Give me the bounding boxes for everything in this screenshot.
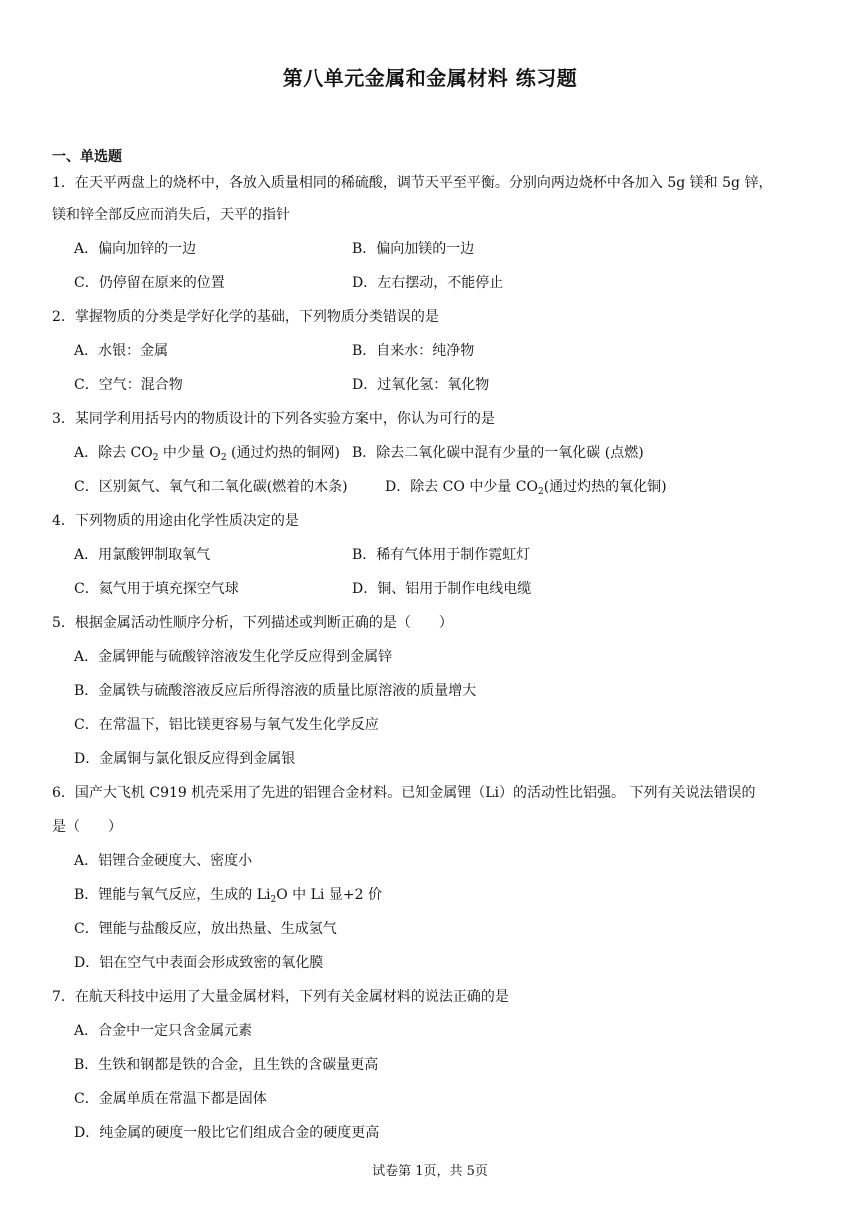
question-5-stem: 5．根据金属活动性顺序分析，下列描述或判断正确的是（ ） xyxy=(52,615,453,631)
question-4-stem: 4．下列物质的用途由化学性质决定的是 xyxy=(52,513,299,529)
question-6-option-c: C．锂能与盐酸反应，放出热量、生成氢气 xyxy=(74,921,337,937)
section-heading: 一、单选题 xyxy=(52,149,122,165)
question-1-stem-line2: 镁和锌全部反应而消失后，天平的指针 xyxy=(52,207,290,223)
question-3-option-b: B．除去二氧化碳中混有少量的一氧化碳 (点燃) xyxy=(352,445,644,461)
question-3-stem: 3．某同学利用括号内的物质设计的下列各实验方案中，你认为可行的是 xyxy=(52,411,495,427)
question-3-option-c: C．区别氮气、氧气和二氧化碳(燃着的木条) xyxy=(74,479,348,495)
question-7-option-a: A．合金中一定只含金属元素 xyxy=(74,1023,253,1039)
question-2-option-b: B．自来水：纯净物 xyxy=(352,343,475,359)
question-5-option-a: A．金属钾能与硫酸锌溶液发生化学反应得到金属锌 xyxy=(74,649,393,665)
question-7-option-c: C．金属单质在常温下都是固体 xyxy=(74,1091,267,1107)
question-1-option-a: A．偏向加锌的一边 xyxy=(74,241,197,257)
question-2-option-c: C．空气：混合物 xyxy=(74,377,183,393)
question-3-option-a: A．除去 $CO_2$ 中少量 $O_2$ (通过灼热的铜网) xyxy=(74,445,340,463)
question-1-option-d: D．左右摆动，不能停止 xyxy=(352,275,504,291)
question-6-option-b: B．锂能与氧气反应，生成的 $Li_2O$ 中 Li 显+2 价 xyxy=(74,887,382,905)
question-5-option-b: B．金属铁与硫酸溶液反应后所得溶液的质量比原溶液的质量增大 xyxy=(74,683,477,699)
question-4-option-c: C．氦气用于填充探空气球 xyxy=(74,581,239,597)
question-2-option-d: D．过氧化氢：氧化物 xyxy=(352,377,490,393)
question-6-option-a: A．铝锂合金硬度大、密度小 xyxy=(74,853,253,869)
page-footer: 试卷第 1页，共 5页 xyxy=(372,1164,488,1179)
question-1-option-b: B．偏向加镁的一边 xyxy=(352,241,475,257)
question-7-option-d: D．纯金属的硬度一般比它们组成合金的硬度更高 xyxy=(74,1125,380,1141)
question-7-stem: 7．在航天科技中运用了大量金属材料，下列有关金属材料的说法正确的是 xyxy=(52,989,509,1005)
question-3-option-d: D．除去 CO 中少量 $CO_2$(通过灼热的氧化铜) xyxy=(385,479,667,497)
question-5-option-c: C．在常温下，铝比镁更容易与氧气发生化学反应 xyxy=(74,717,379,733)
question-2-option-a: A．水银：金属 xyxy=(74,343,169,359)
question-6-stem-line1: 6．国产大飞机 C919 机壳采用了先进的铝锂合金材料。已知金属锂（Li）的活动性比铝强。 下列有关说法错误的 xyxy=(52,785,756,801)
question-6-stem-line2: 是（ ） xyxy=(52,819,122,835)
question-4-option-d: D．铜、铝用于制作电线电缆 xyxy=(352,581,532,597)
question-6-option-d: D．铝在空气中表面会形成致密的氧化膜 xyxy=(74,955,324,971)
question-4-option-b: B．稀有气体用于制作霓虹灯 xyxy=(352,547,531,563)
page-title: 第八单元金属和金属材料 练习题 xyxy=(282,66,578,90)
question-2-stem: 2．掌握物质的分类是学好化学的基础，下列物质分类错误的是 xyxy=(52,309,439,325)
question-1-stem-line1: 1．在天平两盘上的烧杯中，各放入质量相同的稀硫酸，调节天平至平衡。分别向两边烧杯中各加入 5g 镁和 5g 锌， xyxy=(52,175,773,191)
question-5-option-d: D．金属铜与氯化银反应得到金属银 xyxy=(74,751,296,767)
question-7-option-b: B．生铁和钢都是铁的合金，且生铁的含碳量更高 xyxy=(74,1057,379,1073)
question-4-option-a: A．用氯酸钾制取氧气 xyxy=(74,547,211,563)
question-1-option-c: C．仍停留在原来的位置 xyxy=(74,275,225,291)
